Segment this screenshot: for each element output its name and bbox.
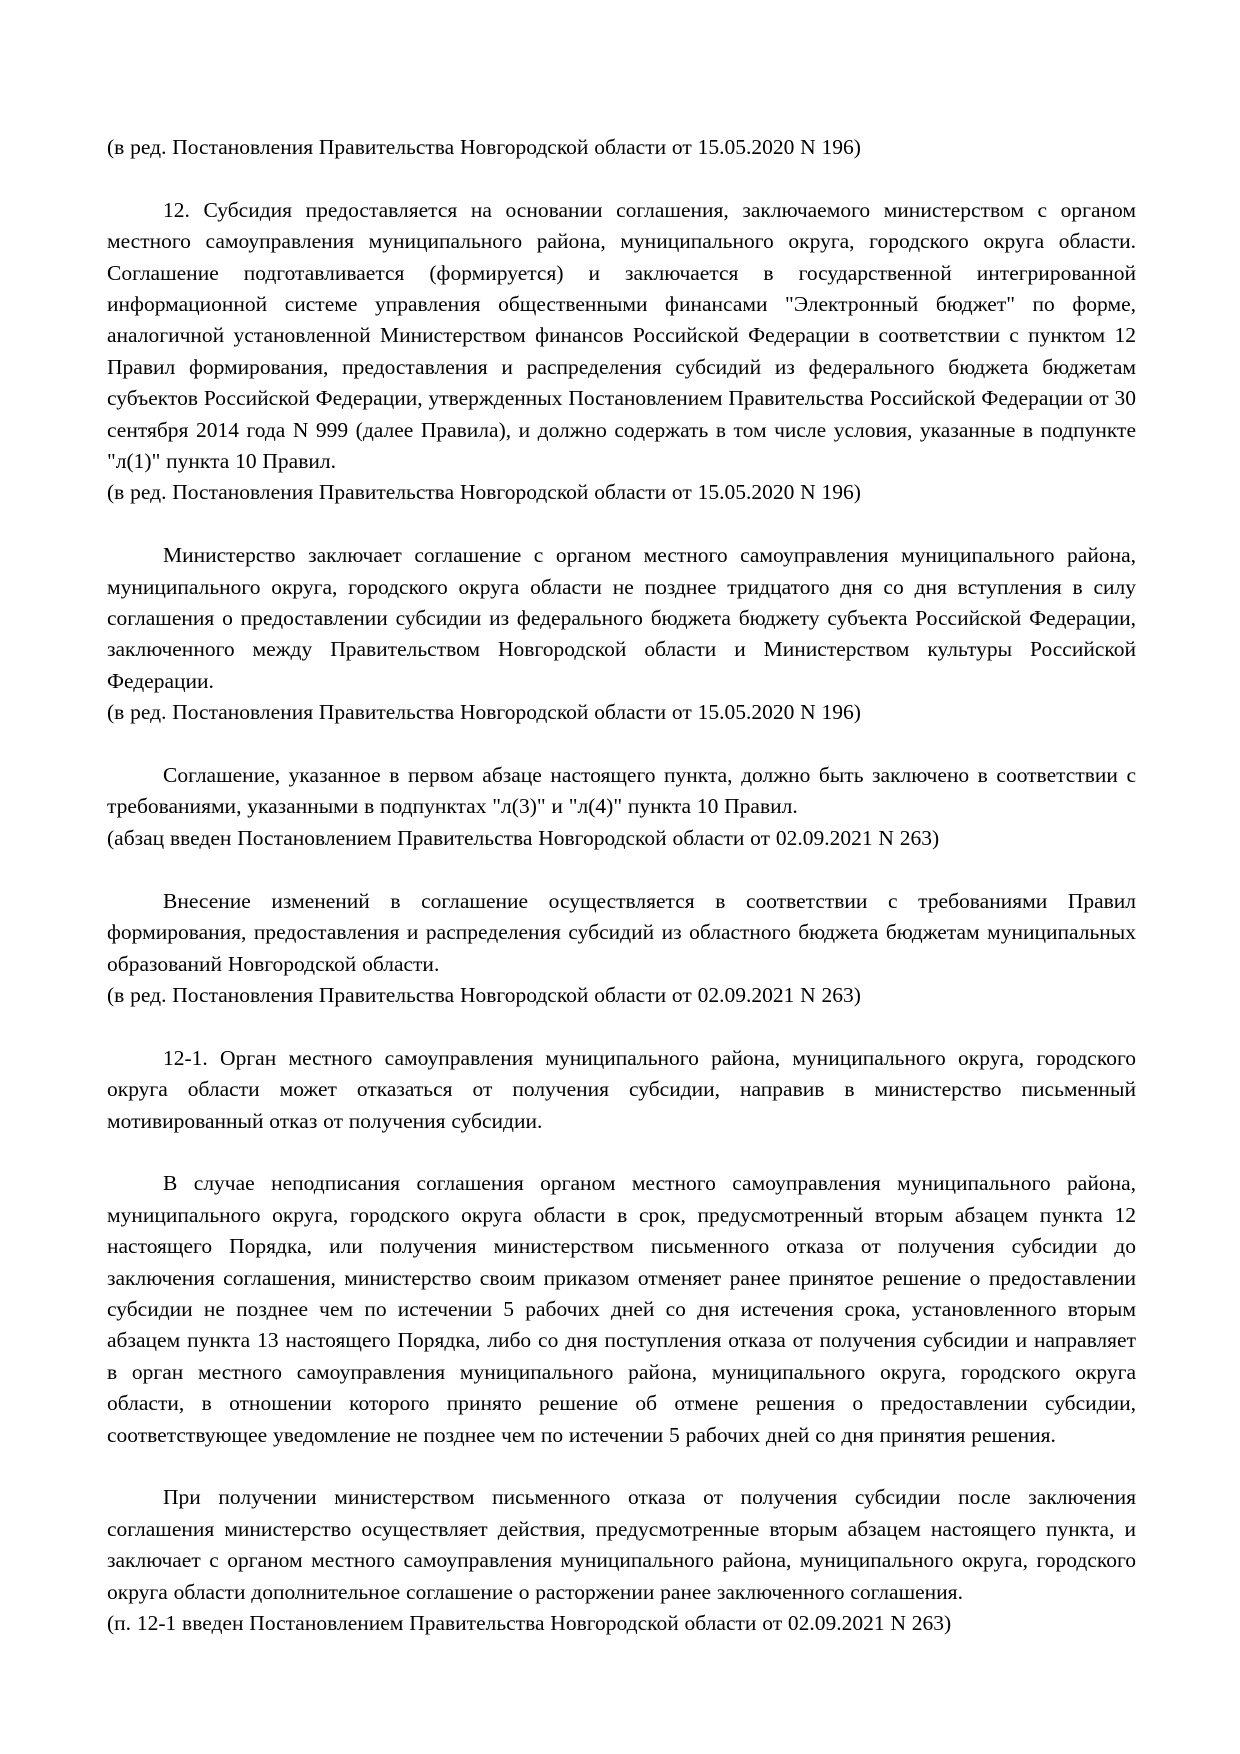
body-paragraph: 12-1. Орган местного самоуправления муниципального района, муниципального округа, городского округа области может отказаться от получения субсидии, направив в министерство письменный мотивированный отказ от получения субсидии. xyxy=(107,1045,1136,1133)
body-paragraph: Соглашение, указанное в первом абзаце настоящего пункта, должно быть заключено в соответствии с требованиями, указанными в подпунктах "л(3)" и "л(4)" пункта 10 Правил. xyxy=(107,763,1136,819)
document-text-body xyxy=(107,132,1136,1639)
body-paragraph: Внесение изменений в соглашение осуществляется в соответствии с требованиями Правил формирования, предоставления и распределения субсидий из областного бюджета бюджетам муниципальных образований Новгородской области. xyxy=(107,888,1136,976)
amendment-reference-line: (в ред. Постановления Правительства Новгородской области от 15.05.2020 N 196) xyxy=(107,480,861,505)
amendment-reference-line: (абзац введен Постановлением Правительства Новгородской области от 02.09.2021 N 263) xyxy=(107,825,940,850)
amendment-reference-line: (в ред. Постановления Правительства Новгородской области от 15.05.2020 N 196) xyxy=(107,135,861,159)
amendment-reference-line: (в ред. Постановления Правительства Новгородской области от 02.09.2021 N 263) xyxy=(107,982,861,1007)
body-paragraph: 12. Субсидия предоставляется на основании соглашения, заключаемого министерством с органом местного самоуправления муниципального района, муниципального округа, городского округа области. Соглашение подготавливается (формируется) и заключается в государственной интегрированной информационной системе управления общественными финансами "Электронный бюджет" по форме, аналогичной установленной Министерством финансов Российской Федерации в соответствии с пунктом 12 Правил формирования, предоставления и распределения субсидий из федерального бюджета бюджетам субъектов Российской Федерации, утвержденных Постановлением Правительства Российской Федерации от 30 сентября 2014 года N 999 (далее Правила), и должно содержать в том числе условия, указанные в подпункте "л(1)" пункта 10 Правил. xyxy=(107,197,1136,474)
amendment-reference-line: (в ред. Постановления Правительства Новгородской области от 15.05.2020 N 196) xyxy=(107,700,861,725)
body-paragraph: При получении министерством письменного отказа от получения субсидии после заключения соглашения министерство осуществляет действия, предусмотренные вторым абзацем настоящего пункта, и заключает с органом местного самоуправления муниципального района, муниципального округа, городского округа области дополнительное соглашение о расторжении ранее заключенного соглашения. xyxy=(107,1485,1136,1604)
body-paragraph: В случае неподписания соглашения органом местного самоуправления муниципального района, муниципального округа, городского округа области в срок, предусмотренный вторым абзацем пункта 12 настоящего Порядка, или получения министерством письменного отказа от получения субсидии до заключения соглашения, министерство своим приказом отменяет ранее принятое решение о предоставлении субсидии не позднее чем по истечении 5 рабочих дней со дня истечения срока, установленного вторым абзацем пункта 13 настоящего Порядка, либо со дня поступления отказа от получения субсидии и направляет в орган местного самоуправления муниципального района, муниципального округа, городского округа области, в отношении которого принято решение об отмене решения о предоставлении субсидии, соответствующее уведомление не позднее чем по истечении 5 рабочих дней со дня принятия решения. xyxy=(107,1171,1136,1447)
body-paragraph: Министерство заключает соглашение с органом местного самоуправления муниципального района, муниципального округа, городского округа области не позднее тридцатого дня со дня вступления в силу соглашения о предоставлении субсидии из федерального бюджета бюджету субъекта Российской Федерации, заключенного между Правительством Новгородской области и Министерством культуры Российской Федерации. xyxy=(107,543,1136,693)
amendment-reference-line: (п. 12-1 введен Постановлением Правительства Новгородской области от 02.09.2021 N 263) xyxy=(107,1610,952,1635)
